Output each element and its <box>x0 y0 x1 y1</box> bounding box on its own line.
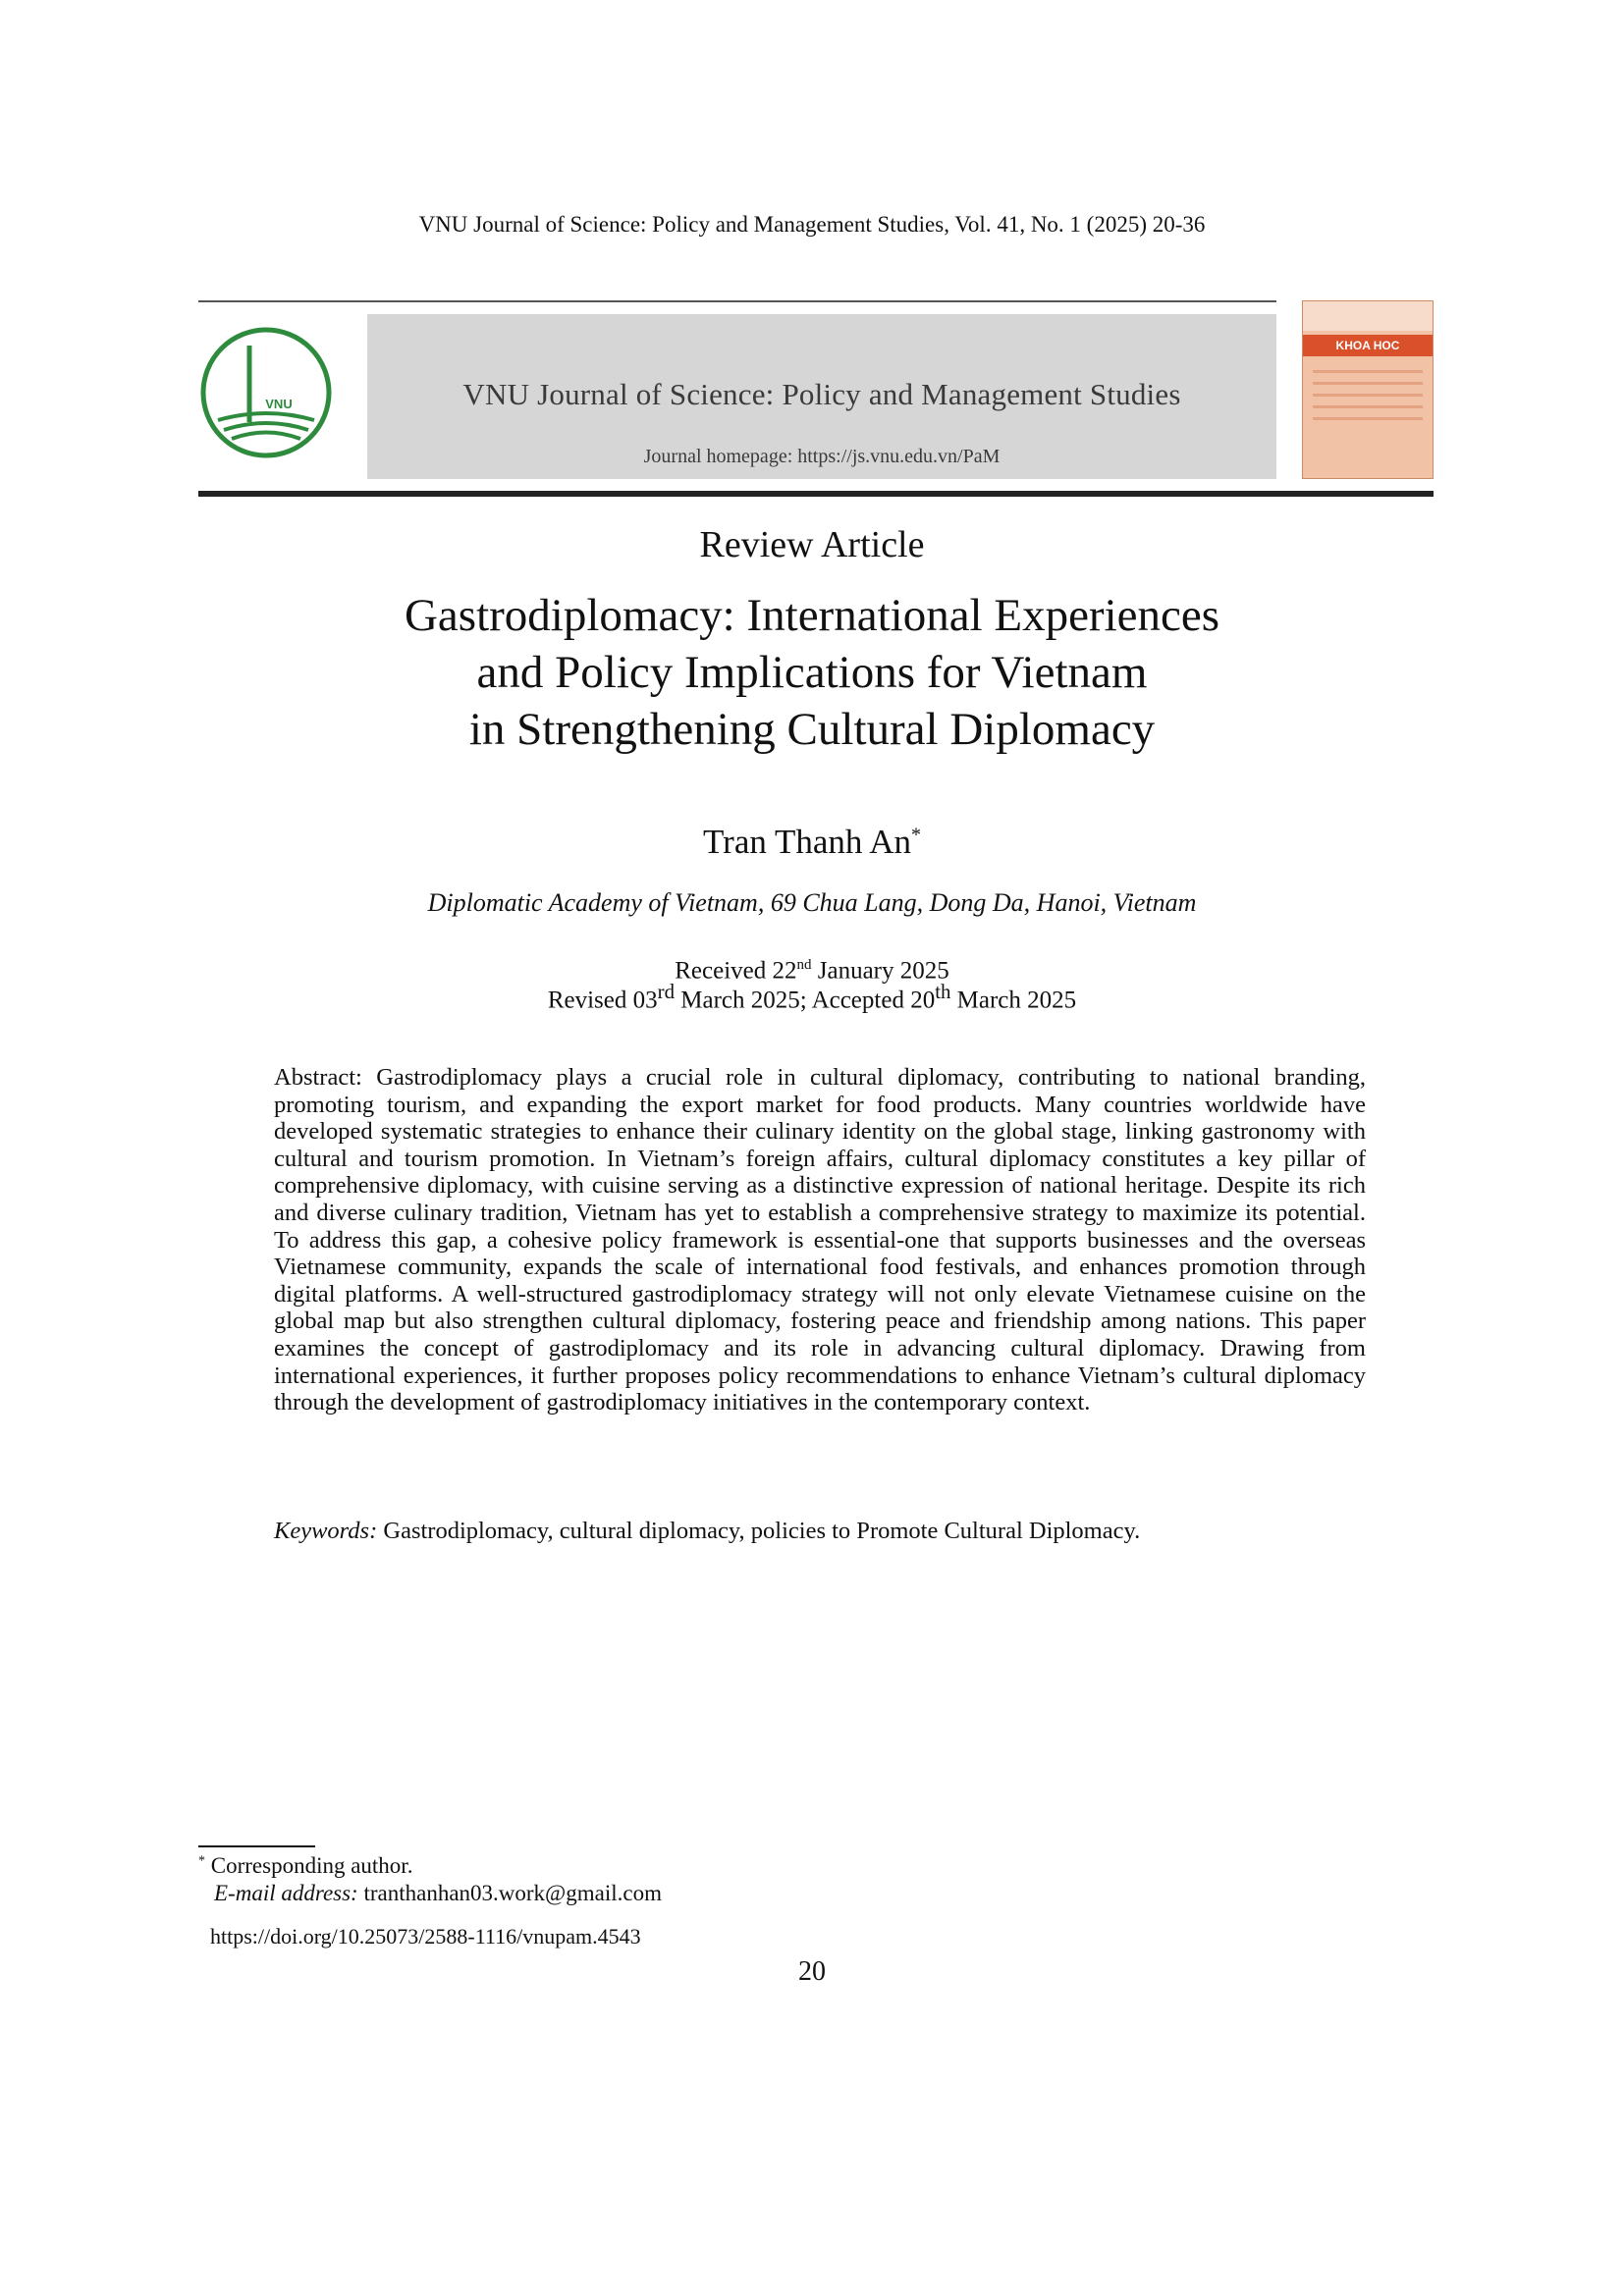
banner-top-rule <box>198 300 1276 302</box>
article-title <box>0 587 1624 758</box>
banner-homepage[interactable]: Journal homepage: https://js.vnu.edu.vn/PaM <box>643 446 1001 467</box>
doi-link[interactable]: https://doi.org/10.25073/2588-1116/vnupam.4543 <box>210 1924 641 1949</box>
running-head: VNU Journal of Science: Policy and Management Studies, Vol. 41, No. 1 (2025) 20-36 <box>418 212 1206 237</box>
abstract: Abstract: Gastrodiplomacy plays a crucial role in cultural diplomacy, contributing to national branding, promoting tourism, and expanding the export market for food products. Many countries worldwide have developed systematic strategies to enhance their culinary identity on the global stage, linking gastronomy with cultural and tourism promotion. In Vietnam’s foreign affairs, cultural diplomacy constitutes a key pillar of comprehensive diplomacy, with cuisine serving as a distinctive expression of national heritage. Despite its rich and diverse culinary tradition, Vietnam has yet to establish a comprehensive strategy to maximize its potential. To address this gap, a cohesive policy framework is essential-one that supports businesses and the overseas Vietnamese community, expands the scale of international food festivals, and enhances promotion through digital platforms. A well-structured gastrodiplomacy strategy will not only elevate Vietnamese cuisine on the global map but also strengthen cultural diplomacy, fostering peace and friendship among nations. This paper examines the concept of gastrodiplomacy and its role in advancing cultural diplomacy. Drawing from international experiences, it further proposes policy recommendations to enhance Vietnam’s cultural diplomacy through the development of gastrodiplomacy initiatives in the contemporary context. <box>274 1064 1366 1416</box>
keywords-text: Gastrodiplomacy, cultural diplomacy, policies to Promote Cultural Diplomacy. <box>377 1518 1141 1544</box>
footnote-rule <box>198 1845 315 1847</box>
email-label: E-mail address: <box>214 1881 358 1905</box>
email-address[interactable]: tranthanhan03.work@gmail.com <box>357 1881 662 1905</box>
keywords-label: Keywords: <box>274 1518 378 1544</box>
revised-accepted-dates: Revised 03rd March 2025; Accepted 20th March 2025 <box>547 980 1077 1014</box>
author <box>0 823 1624 862</box>
footnote-email <box>214 1881 662 1906</box>
author-name: Tran Thanh An <box>703 823 911 861</box>
cover-label: KHOA HOC <box>1303 335 1433 356</box>
author-marker[interactable]: * <box>910 824 921 846</box>
affiliation: Diplomatic Academy of Vietnam, 69 Chua Lang, Dong Da, Hanoi, Vietnam <box>427 888 1197 917</box>
journal-cover-thumbnail <box>1302 300 1434 479</box>
vnu-logo <box>198 324 334 461</box>
title-line-1: Gastrodiplomacy: International Experiences <box>404 590 1220 641</box>
received-date: Received 22nd January 2025 <box>675 957 949 985</box>
page-number: 20 <box>798 1956 826 1987</box>
title-line-2: and Policy Implications for Vietnam <box>476 647 1148 698</box>
logo-text: VNU <box>265 397 293 411</box>
banner-journal-name: VNU Journal of Science: Policy and Management Studies <box>462 377 1181 411</box>
title-line-3: in Strengthening Cultural Diplomacy <box>468 704 1156 755</box>
article-type: Review Article <box>699 524 925 565</box>
banner-bottom-rule <box>198 491 1434 497</box>
keywords <box>274 1518 1366 1545</box>
footnote-corresponding: * Corresponding author. <box>198 1853 413 1878</box>
